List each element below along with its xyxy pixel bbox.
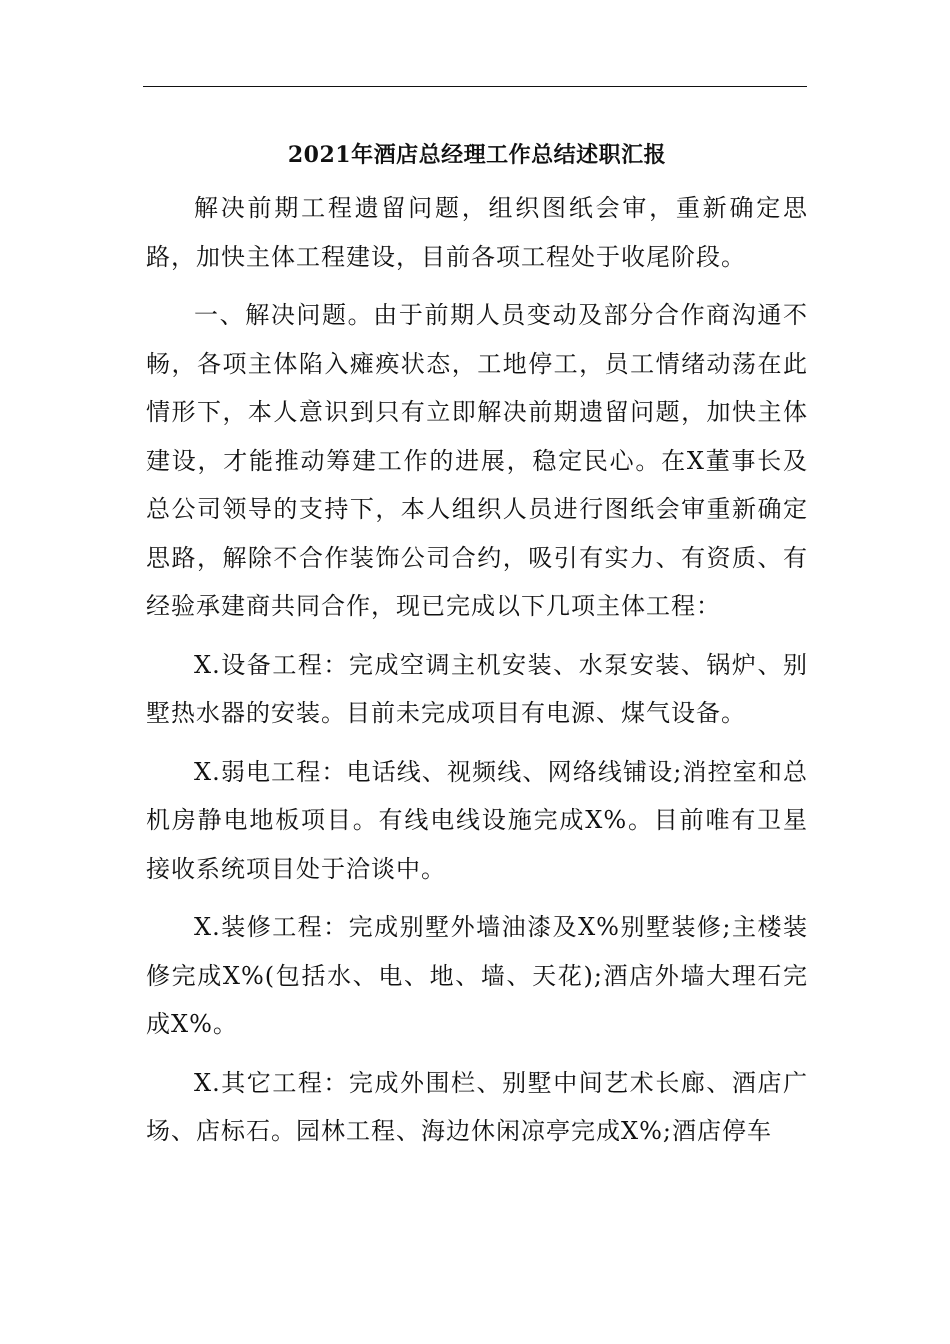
paragraph-decoration: X.装修工程：完成别墅外墙油漆及X%别墅装修;主楼装修完成X%(包括水、电、地、墙、天花);酒店外墙大理石完成X%。 bbox=[146, 913, 808, 1038]
paragraph-low-voltage: X.弱电工程：电话线、视频线、网络线铺设;消控室和总机房静电地板项目。有线电线设施完成X%。目前唯有卫星接收系统项目处于洽谈中。 bbox=[146, 757, 808, 883]
paragraph-solve-problems: 一、解决问题。由于前期人员变动及部分合作商沟通不畅，各项主体陷入瘫痪状态，工地停工，员工情绪动荡在此情形下，本人意识到只有立即解决前期遗留问题，加快主体建设，才能推动筹建工作的进展，稳定民心。在X董事长及总公司领导的支持下，本人组织人员进行图纸会审重新确定思路，解除不合作装饰公司合约，吸引有实力、有资质、有经验承建商共同合作，现已完成以下几项主体工程： bbox=[146, 301, 808, 620]
document-body bbox=[146, 135, 808, 1166]
document-title: 2021年酒店总经理工作总结述职汇报 bbox=[287, 142, 667, 168]
paragraph-equipment: X.设备工程：完成空调主机安装、水泵安装、锅炉、别墅热水器的安装。目前未完成项目有电源、煤气设备。 bbox=[146, 650, 808, 727]
header-divider bbox=[143, 86, 807, 87]
paragraph-other-works: X.其它工程：完成外围栏、别墅中间艺术长廊、酒店广场、店标石。园林工程、海边休闲凉亭完成X%;酒店停车 bbox=[146, 1068, 808, 1145]
paragraph-intro: 解决前期工程遗留问题，组织图纸会审，重新确定思路，加快主体工程建设，目前各项工程处于收尾阶段。 bbox=[146, 194, 808, 271]
